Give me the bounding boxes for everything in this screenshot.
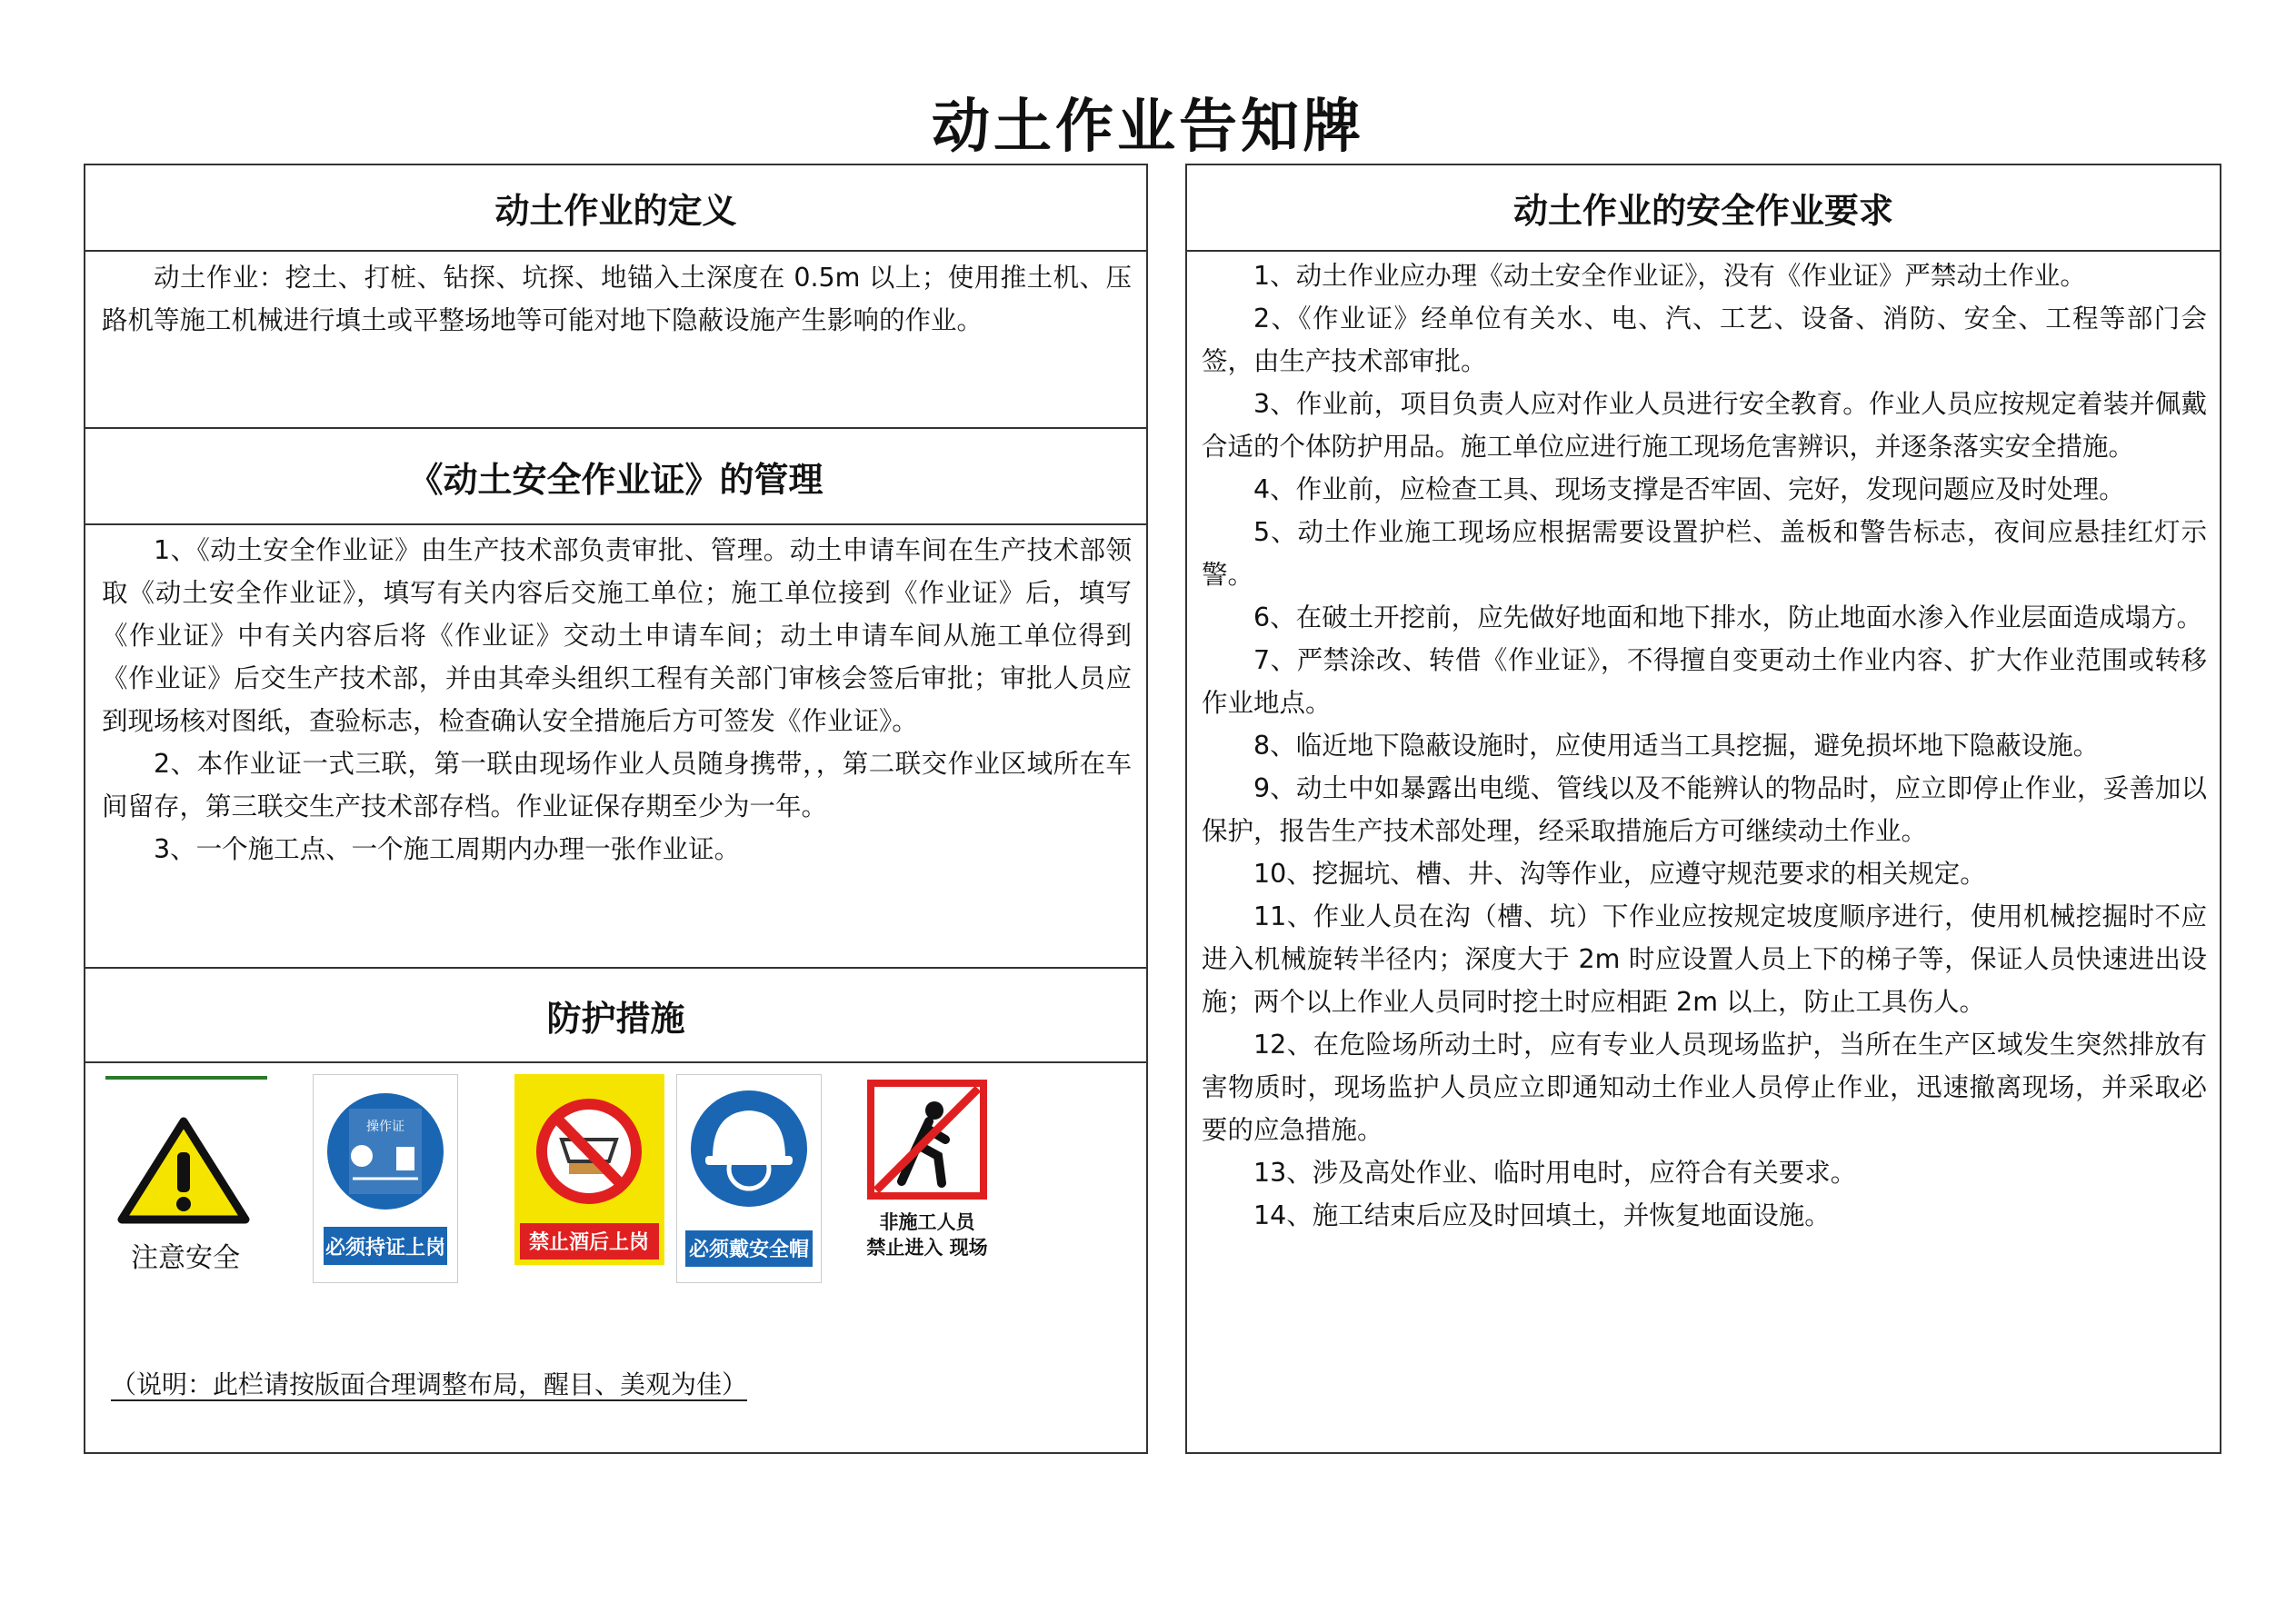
sign-no-entry (840, 1074, 1013, 1283)
no-drinking-icon (514, 1074, 664, 1283)
definition-section (102, 256, 1132, 342)
requirement-item: 5、动土作业施工现场应根据需要设置护栏、盖板和警告标志，夜间应悬挂红灯示警。 (1202, 517, 2207, 590)
permit-plate-text: 操作证 (366, 1120, 404, 1134)
sign-label: 注意安全 (131, 1242, 240, 1274)
requirement-item: 3、作业前，项目负责人应对作业人员进行安全教育。作业人员应按规定着装并佩戴合适的个体防护用品。施工单位应进行施工现场危害辨识，并逐条落实安全措施。 (1202, 389, 2207, 462)
requirement-item: 2、《作业证》经单位有关水、电、汽、工艺、设备、消防、安全、工程等部门会签，由生产技术部审批。 (1202, 304, 2207, 376)
page-title: 动土作业告知牌 (932, 94, 1364, 161)
requirement-item: 1、动土作业应办理《动土安全作业证》，没有《作业证》严禁动土作业。 (1253, 261, 2086, 291)
management-heading: 《动土安全作业证》的管理 (85, 427, 1146, 525)
sign-caution (104, 1074, 267, 1283)
requirement-item: 11、作业人员在沟（槽、坑）下作业应按规定坡度顺序进行，使用机械挖掘时不应进入机械旋转半径内；深度大于 2m 时应设置人员上下的梯子等，保证人员快速进出设施；两个以上作业人员同时挖土时应相距 2m 以上，防止工具伤人。 (1202, 901, 2207, 1017)
requirement-item: 7、严禁涂改、转借《作业证》，不得擅自变更动土作业内容、扩大作业范围或转移作业地点。 (1202, 645, 2207, 718)
layout-note-text: （说明：此栏请按版面合理调整布局，醒目、美观为佳） (111, 1369, 748, 1399)
warning-triangle-icon (104, 1074, 267, 1283)
hard-hat-icon (676, 1074, 822, 1283)
requirement-item: 8、临近地下隐蔽设施时，应使用适当工具挖掘，避免损坏地下隐蔽设施。 (1253, 731, 2100, 761)
permit-required-icon (313, 1074, 458, 1283)
definition-heading: 动土作业的定义 (85, 165, 1146, 252)
management-item: 1、《动土安全作业证》由生产技术部负责审批、管理。动土申请车间在生产技术部领取《动土安全作业证》，填写有关内容后交施工单位；施工单位接到《作业证》后，填写《作业证》中有关内容后将《作业证》交动土申请车间；动土申请车间从施工单位得到《作业证》后交生产技术部，并由其牵头组织工程有关部门审核会签后审批；审批人员应到现场核对图纸，查验标志，检查确认安全措施后方可签发《作业证》。 (102, 535, 1132, 736)
requirement-item: 6、在破土开挖前，应先做好地面和地下排水，防止地面水渗入作业层面造成塌方。 (1253, 602, 2203, 632)
no-entry-pedestrian-icon (840, 1074, 1013, 1283)
safety-signs (104, 1074, 1122, 1283)
requirements-section (1202, 254, 2207, 1237)
sign-hard-hat (676, 1074, 822, 1283)
definition-text: 动土作业：挖土、打桩、钻探、坑探、地锚入土深度在 0.5m 以上；使用推土机、压路机等施工机械进行填土或平整场地等可能对地下隐蔽设施产生影响的作业。 (102, 263, 1132, 335)
sign-label: 禁止酒后上岗 (528, 1231, 650, 1254)
protection-heading: 防护措施 (85, 967, 1146, 1063)
requirement-item: 9、动土中如暴露出电缆、管线以及不能辨认的物品时，应立即停止作业，妥善加以保护，报告生产技术部处理，经采取措施后方可继续动土作业。 (1202, 773, 2207, 846)
management-section (102, 529, 1132, 871)
requirement-item: 4、作业前，应检查工具、现场支撑是否牢固、完好，发现问题应及时处理。 (1253, 474, 2125, 504)
sign-label: 必须戴安全帽 (688, 1239, 810, 1261)
sign-label-line1: 非施工人员 (879, 1211, 975, 1233)
requirement-item: 13、涉及高处作业、临时用电时，应符合有关要求。 (1253, 1158, 1857, 1188)
layout-note (111, 1365, 747, 1401)
right-panel (1185, 164, 2221, 1454)
sign-label-line2: 禁止进入 现场 (866, 1237, 988, 1259)
sign-permit (313, 1074, 458, 1283)
requirement-item: 12、在危险场所动土时，应有专业人员现场监护，当所在生产区域发生突然排放有害物质时，现场监护人员应立即通知动土作业人员停止作业，迅速撤离现场，并采取必要的应急措施。 (1202, 1030, 2207, 1145)
sign-no-drinking (514, 1074, 664, 1283)
requirement-item: 10、挖掘坑、槽、井、沟等作业，应遵守规范要求的相关规定。 (1253, 859, 1986, 889)
left-panel (84, 164, 1148, 1454)
management-item: 3、一个施工点、一个施工周期内办理一张作业证。 (154, 834, 741, 864)
sign-label: 必须持证上岗 (324, 1237, 446, 1260)
requirements-heading: 动土作业的安全作业要求 (1187, 165, 2220, 252)
requirement-item: 14、施工结束后应及时回填土，并恢复地面设施。 (1253, 1200, 1831, 1230)
management-item: 2、本作业证一式三联，第一联由现场作业人员随身携带，，第二联交作业区域所在车间留存，第三联交生产技术部存档。作业证保存期至少为一年。 (102, 749, 1132, 821)
